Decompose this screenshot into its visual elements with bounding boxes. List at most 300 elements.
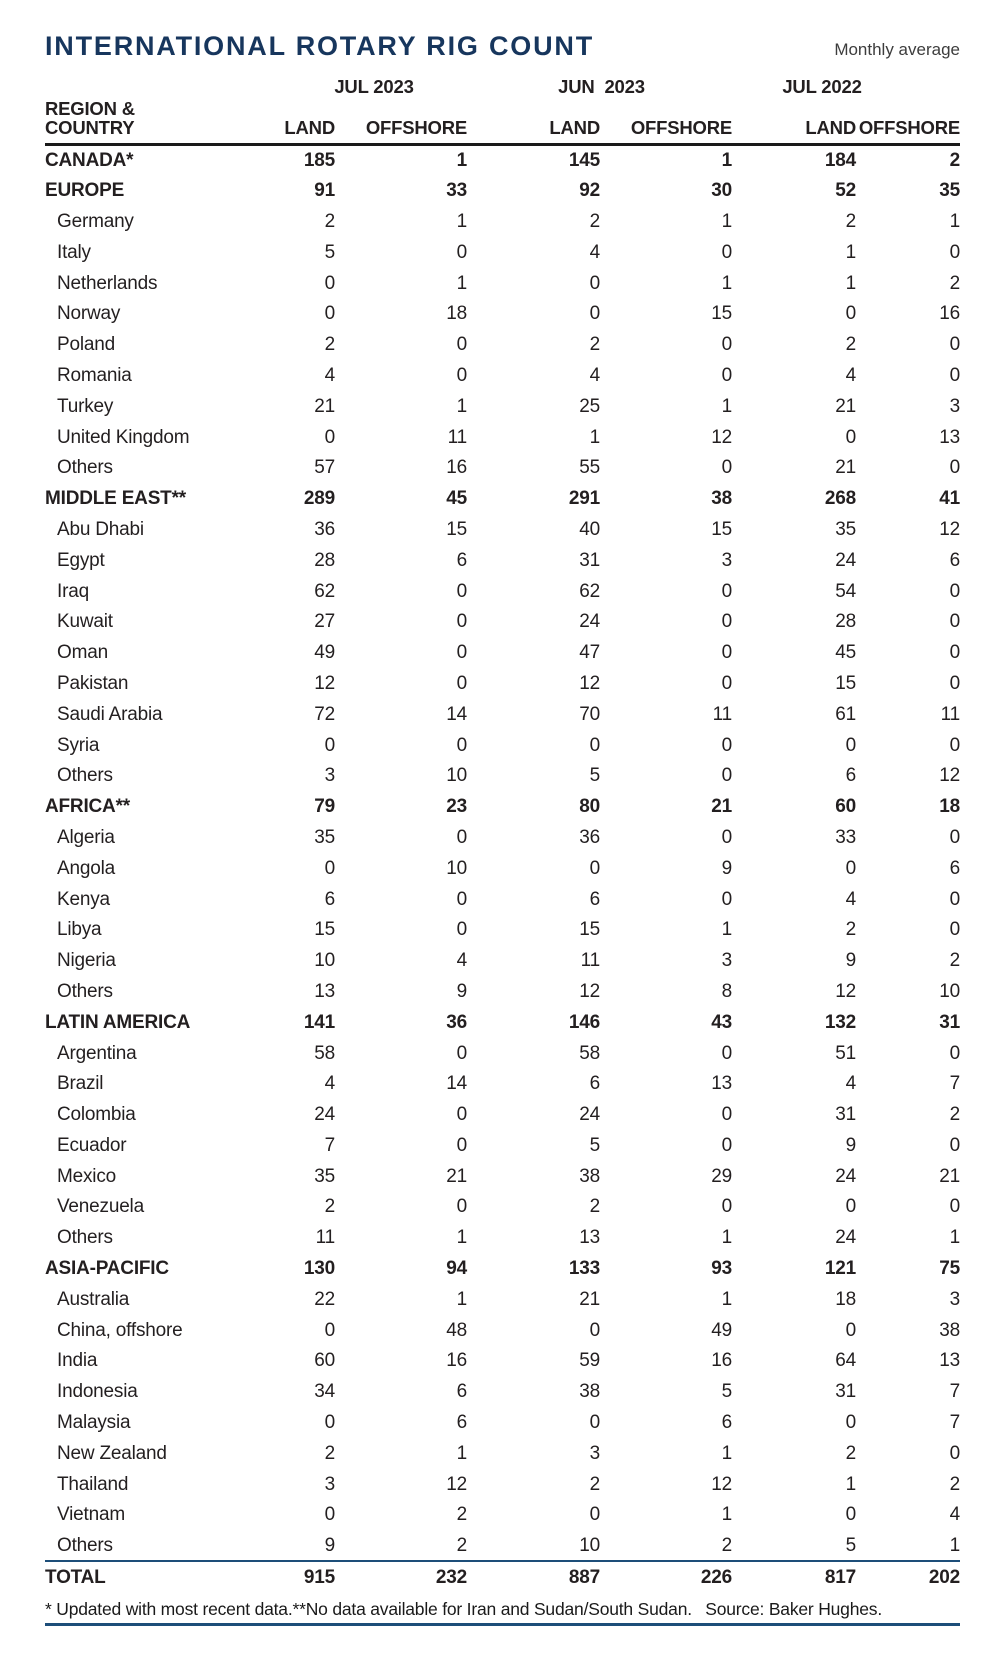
- value-cell: 21: [579, 1288, 600, 1310]
- value-cell: 0: [721, 364, 732, 386]
- value-cell: 145: [568, 150, 600, 172]
- value-cell: 11: [940, 703, 960, 725]
- region-cell: India: [57, 1350, 98, 1372]
- value-cell: 4: [949, 1504, 960, 1526]
- value-cell: 1: [721, 272, 732, 294]
- value-cell: 5: [324, 241, 335, 263]
- value-cell: 9: [721, 857, 732, 879]
- region-cell: ASIA-PACIFIC: [45, 1258, 169, 1280]
- value-cell: 3: [949, 395, 960, 417]
- value-cell: 2: [589, 1473, 600, 1495]
- value-cell: 0: [949, 888, 960, 910]
- value-cell: 62: [579, 580, 600, 602]
- region-cell: Egypt: [57, 549, 105, 571]
- region-cell: Angola: [57, 857, 115, 879]
- value-cell: 40: [579, 518, 600, 540]
- value-cell: 6: [456, 1381, 467, 1403]
- value-cell: 12: [446, 1473, 467, 1495]
- offshore-column-header-jul-2022: OFFSHORE: [856, 100, 960, 145]
- value-cell: 1: [721, 1442, 732, 1464]
- region-cell: Iraq: [57, 580, 89, 602]
- value-cell: 2: [324, 334, 335, 356]
- value-cell: 21: [711, 796, 732, 818]
- table-row: [45, 760, 960, 791]
- table-row: [45, 976, 960, 1007]
- value-cell: 1: [589, 426, 600, 448]
- value-cell: 38: [939, 1319, 960, 1341]
- table-row: [45, 1469, 960, 1500]
- value-cell: 2: [845, 1442, 856, 1464]
- value-cell: 38: [711, 488, 732, 510]
- value-cell: 1: [721, 1227, 732, 1249]
- table-row: [45, 1038, 960, 1069]
- value-cell: 4: [589, 241, 600, 263]
- region-cell: EUROPE: [45, 180, 125, 202]
- value-cell: 0: [949, 826, 960, 848]
- region-cell: Norway: [57, 303, 121, 325]
- value-cell: 75: [939, 1258, 960, 1280]
- value-cell: 45: [446, 488, 467, 510]
- value-cell: 1: [456, 395, 467, 417]
- value-cell: 27: [314, 611, 335, 633]
- table-row: [45, 1099, 960, 1130]
- value-cell: 18: [939, 796, 960, 818]
- table-row: [45, 268, 960, 299]
- table-row: [45, 452, 960, 483]
- column-group-jun-2023: JUN 2023: [558, 75, 645, 97]
- value-cell: 0: [949, 734, 960, 756]
- table-row: [45, 422, 960, 453]
- value-cell: 51: [835, 1042, 856, 1064]
- value-cell: 11: [580, 950, 600, 972]
- table-row: [45, 1530, 960, 1561]
- region-cell: Malaysia: [57, 1412, 131, 1434]
- value-cell: 2: [845, 919, 856, 941]
- value-cell: 1: [949, 210, 960, 232]
- value-cell: 3: [721, 950, 732, 972]
- table-row: [45, 545, 960, 576]
- value-cell: 57: [314, 457, 335, 479]
- value-cell: 0: [721, 1104, 732, 1126]
- value-cell: 3: [721, 549, 732, 571]
- table-row: [45, 637, 960, 668]
- region-cell: Syria: [57, 734, 100, 756]
- table-row: [45, 1222, 960, 1253]
- value-cell: 31: [835, 1381, 856, 1403]
- table-row: [45, 791, 960, 822]
- value-cell: 58: [314, 1042, 335, 1064]
- table-row: [45, 730, 960, 761]
- value-cell: 1: [721, 1504, 732, 1526]
- total-label: TOTAL: [45, 1561, 225, 1592]
- region-cell: CANADA*: [45, 150, 134, 172]
- value-cell: 2: [456, 1534, 467, 1556]
- table-row: [45, 884, 960, 915]
- region-cell: Oman: [57, 642, 108, 664]
- region-cell: Ecuador: [57, 1134, 127, 1156]
- value-cell: 16: [446, 457, 467, 479]
- value-cell: 0: [324, 426, 335, 448]
- value-cell: 15: [446, 518, 467, 540]
- value-cell: 15: [711, 518, 732, 540]
- value-cell: 1: [456, 1227, 467, 1249]
- value-cell: 291: [568, 488, 600, 510]
- table-row: [45, 945, 960, 976]
- value-cell: 0: [949, 919, 960, 941]
- value-cell: 21: [314, 395, 335, 417]
- value-cell: 1: [721, 395, 732, 417]
- value-cell: 6: [589, 888, 600, 910]
- value-cell: 0: [589, 1504, 600, 1526]
- value-cell: 61: [835, 703, 856, 725]
- value-cell: 15: [711, 303, 732, 325]
- value-cell: 1: [845, 1473, 856, 1495]
- value-cell: 0: [324, 1504, 335, 1526]
- value-cell: 80: [579, 796, 600, 818]
- value-cell: 0: [456, 919, 467, 941]
- value-cell: 1: [845, 241, 856, 263]
- value-cell: 2: [324, 210, 335, 232]
- value-cell: 132: [824, 1011, 856, 1033]
- value-cell: 6: [456, 549, 467, 571]
- table-row: [45, 298, 960, 329]
- month-header-spacer: [45, 70, 225, 100]
- value-cell: 0: [589, 1412, 600, 1434]
- value-cell: 18: [446, 303, 467, 325]
- value-cell: 2: [589, 1196, 600, 1218]
- value-cell: 5: [589, 765, 600, 787]
- value-cell: 94: [446, 1258, 467, 1280]
- value-cell: 12: [579, 672, 600, 694]
- value-cell: 12: [711, 426, 732, 448]
- value-cell: 8: [721, 980, 732, 1002]
- value-cell: 58: [579, 1042, 600, 1064]
- value-cell: 0: [324, 272, 335, 294]
- value-cell: 38: [579, 1165, 600, 1187]
- value-cell: 0: [456, 672, 467, 694]
- value-cell: 7: [949, 1381, 960, 1403]
- region-cell: Others: [57, 1227, 113, 1249]
- value-cell: 0: [721, 826, 732, 848]
- subtitle: Monthly average: [834, 40, 960, 59]
- value-cell: 21: [446, 1165, 467, 1187]
- value-cell: 268: [824, 488, 856, 510]
- value-cell: 60: [314, 1350, 335, 1372]
- value-cell: 0: [324, 1319, 335, 1341]
- value-cell: 31: [579, 549, 600, 571]
- value-cell: 31: [835, 1104, 856, 1126]
- region-cell: Algeria: [57, 826, 115, 848]
- value-cell: 2: [949, 1473, 960, 1495]
- value-cell: 62: [314, 580, 335, 602]
- value-cell: 3: [324, 765, 335, 787]
- value-cell: 0: [949, 241, 960, 263]
- region-cell: Vietnam: [57, 1504, 125, 1526]
- value-cell: 0: [845, 303, 856, 325]
- value-cell: 0: [721, 1042, 732, 1064]
- value-cell: 6: [589, 1073, 600, 1095]
- value-cell: 133: [568, 1258, 600, 1280]
- value-cell: 0: [324, 303, 335, 325]
- value-cell: 9: [845, 1134, 856, 1156]
- header: [45, 26, 960, 60]
- value-cell: 1: [949, 1534, 960, 1556]
- value-cell: 6: [949, 857, 960, 879]
- value-cell: 0: [589, 1319, 600, 1341]
- value-cell: 2: [845, 334, 856, 356]
- value-cell: 6: [845, 765, 856, 787]
- value-cell: 0: [949, 1042, 960, 1064]
- table-row: [45, 1130, 960, 1161]
- value-cell: 38: [579, 1381, 600, 1403]
- value-cell: 9: [456, 980, 467, 1002]
- value-cell: 12: [711, 1473, 732, 1495]
- value-cell: 0: [721, 672, 732, 694]
- value-cell: 0: [949, 364, 960, 386]
- value-cell: 13: [314, 980, 335, 1002]
- region-column-header: REGION & COUNTRY: [45, 100, 225, 145]
- table-row: [45, 1068, 960, 1099]
- value-cell: 0: [589, 857, 600, 879]
- value-cell: 29: [711, 1165, 732, 1187]
- value-cell: 36: [446, 1011, 467, 1033]
- table-row: [45, 576, 960, 607]
- footnote-text: * Updated with most recent data.**No data available for Iran and Sudan/South Sudan.: [45, 1599, 692, 1620]
- value-cell: 34: [314, 1381, 335, 1403]
- value-cell: 13: [939, 426, 960, 448]
- value-cell: 6: [324, 888, 335, 910]
- value-cell: 33: [446, 180, 467, 202]
- value-cell: 10: [579, 1534, 600, 1556]
- value-cell: 0: [456, 1042, 467, 1064]
- value-cell: 185: [303, 150, 335, 172]
- land-column-header-jul-2022: LAND: [732, 100, 856, 145]
- value-cell: 0: [845, 1319, 856, 1341]
- table-row: [45, 1376, 960, 1407]
- region-cell: Colombia: [57, 1104, 136, 1126]
- value-cell: 11: [315, 1227, 335, 1249]
- table-row: [45, 514, 960, 545]
- value-cell: 0: [589, 303, 600, 325]
- value-cell: 1: [456, 1288, 467, 1310]
- table-row: [45, 1438, 960, 1469]
- table-row: [45, 1192, 960, 1223]
- value-cell: 4: [589, 364, 600, 386]
- value-cell: 10: [446, 765, 467, 787]
- value-cell: 21: [835, 395, 856, 417]
- value-cell: 36: [579, 826, 600, 848]
- value-cell: 5: [845, 1534, 856, 1556]
- region-cell: Romania: [57, 364, 132, 386]
- value-cell: 0: [949, 642, 960, 664]
- value-cell: 0: [949, 1442, 960, 1464]
- table-row: [45, 391, 960, 422]
- land-column-header-jun-2023: LAND: [467, 100, 600, 145]
- value-cell: 1: [721, 150, 732, 172]
- value-cell: 15: [314, 919, 335, 941]
- table-row: [45, 483, 960, 514]
- value-cell: 12: [835, 980, 856, 1002]
- region-cell: Kuwait: [57, 611, 113, 633]
- value-cell: 289: [303, 488, 335, 510]
- value-cell: 12: [939, 765, 960, 787]
- value-cell: 4: [324, 364, 335, 386]
- value-cell: 1: [456, 150, 467, 172]
- value-cell: 5: [721, 1381, 732, 1403]
- value-cell: 0: [721, 1134, 732, 1156]
- value-cell: 146: [568, 1011, 600, 1033]
- total-value-cell: 226: [600, 1561, 732, 1592]
- value-cell: 2: [589, 334, 600, 356]
- value-cell: 16: [711, 1350, 732, 1372]
- region-cell: Australia: [57, 1288, 130, 1310]
- value-cell: 0: [456, 1104, 467, 1126]
- value-cell: 9: [845, 950, 856, 972]
- value-cell: 4: [845, 364, 856, 386]
- value-cell: 47: [579, 642, 600, 664]
- region-cell: Germany: [57, 210, 134, 232]
- value-cell: 3: [949, 1288, 960, 1310]
- footnote: [45, 1599, 960, 1620]
- value-cell: 0: [721, 1196, 732, 1218]
- value-cell: 52: [835, 180, 856, 202]
- table-row: [45, 1315, 960, 1346]
- region-cell: Nigeria: [57, 950, 116, 972]
- table-row: [45, 1346, 960, 1377]
- region-cell: LATIN AMERICA: [45, 1011, 191, 1033]
- value-cell: 0: [589, 734, 600, 756]
- region-cell: Poland: [57, 334, 115, 356]
- value-cell: 49: [711, 1319, 732, 1341]
- value-cell: 59: [579, 1350, 600, 1372]
- sub-header-row: [45, 100, 960, 145]
- value-cell: 2: [721, 1534, 732, 1556]
- value-cell: 35: [314, 826, 335, 848]
- value-cell: 22: [314, 1288, 335, 1310]
- value-cell: 6: [721, 1412, 732, 1434]
- value-cell: 0: [456, 734, 467, 756]
- table-row: [45, 206, 960, 237]
- region-cell: MIDDLE EAST**: [45, 488, 186, 510]
- value-cell: 31: [939, 1011, 960, 1033]
- value-cell: 1: [456, 210, 467, 232]
- value-cell: 0: [456, 580, 467, 602]
- table-row: [45, 853, 960, 884]
- value-cell: 2: [845, 210, 856, 232]
- rig-count-table: [45, 70, 960, 1592]
- region-cell: Kenya: [57, 888, 110, 910]
- region-cell: Others: [57, 1534, 113, 1556]
- value-cell: 15: [835, 672, 856, 694]
- value-cell: 43: [711, 1011, 732, 1033]
- value-cell: 16: [939, 303, 960, 325]
- value-cell: 12: [314, 672, 335, 694]
- value-cell: 79: [314, 796, 335, 818]
- value-cell: 121: [824, 1258, 856, 1280]
- value-cell: 0: [456, 1134, 467, 1156]
- value-cell: 6: [949, 549, 960, 571]
- value-cell: 0: [721, 734, 732, 756]
- value-cell: 21: [835, 457, 856, 479]
- table-row: [45, 1500, 960, 1531]
- value-cell: 2: [949, 272, 960, 294]
- region-cell: Italy: [57, 241, 91, 263]
- table-row: [45, 822, 960, 853]
- region-cell: Argentina: [57, 1042, 137, 1064]
- source-text: Source: Baker Hughes.: [705, 1599, 882, 1620]
- region-cell: Libya: [57, 919, 102, 941]
- value-cell: 0: [324, 734, 335, 756]
- value-cell: 0: [456, 1196, 467, 1218]
- table-row: [45, 1407, 960, 1438]
- column-group-jul-2023: JUL 2023: [334, 75, 414, 97]
- value-cell: 1: [721, 1288, 732, 1310]
- value-cell: 1: [721, 919, 732, 941]
- value-cell: 0: [949, 580, 960, 602]
- region-cell: United Kingdom: [57, 426, 190, 448]
- region-cell: New Zealand: [57, 1442, 167, 1464]
- value-cell: 49: [314, 642, 335, 664]
- value-cell: 15: [579, 919, 600, 941]
- value-cell: 0: [721, 765, 732, 787]
- value-cell: 30: [711, 180, 732, 202]
- table-row: [45, 360, 960, 391]
- value-cell: 0: [324, 1412, 335, 1434]
- value-cell: 0: [721, 888, 732, 910]
- value-cell: 54: [835, 580, 856, 602]
- value-cell: 0: [456, 642, 467, 664]
- value-cell: 2: [949, 150, 960, 172]
- value-cell: 91: [314, 180, 335, 202]
- value-cell: 0: [845, 1504, 856, 1526]
- value-cell: 0: [845, 426, 856, 448]
- value-cell: 60: [835, 796, 856, 818]
- value-cell: 0: [845, 734, 856, 756]
- column-group-jul-2022: JUL 2022: [782, 75, 862, 97]
- table-row: [45, 1007, 960, 1038]
- value-cell: 0: [721, 580, 732, 602]
- value-cell: 0: [721, 241, 732, 263]
- value-cell: 0: [456, 364, 467, 386]
- value-cell: 0: [949, 1134, 960, 1156]
- region-cell: China, offshore: [57, 1319, 183, 1341]
- table-row: [45, 1284, 960, 1315]
- month-header-row: [45, 70, 960, 100]
- land-column-header-jul-2023: LAND: [225, 100, 335, 145]
- value-cell: 93: [711, 1258, 732, 1280]
- value-cell: 24: [835, 1227, 856, 1249]
- value-cell: 0: [845, 1196, 856, 1218]
- region-cell: Pakistan: [57, 672, 129, 694]
- value-cell: 0: [721, 334, 732, 356]
- table-row: [45, 145, 960, 176]
- value-cell: 4: [324, 1073, 335, 1095]
- value-cell: 3: [324, 1473, 335, 1495]
- value-cell: 1: [456, 1442, 467, 1464]
- value-cell: 4: [845, 1073, 856, 1095]
- table-row: [45, 1161, 960, 1192]
- value-cell: 55: [579, 457, 600, 479]
- value-cell: 24: [314, 1104, 335, 1126]
- table-row: [45, 606, 960, 637]
- value-cell: 48: [446, 1319, 467, 1341]
- value-cell: 16: [446, 1350, 467, 1372]
- value-cell: 21: [939, 1165, 960, 1187]
- table-row: [45, 329, 960, 360]
- value-cell: 0: [456, 611, 467, 633]
- value-cell: 13: [579, 1227, 600, 1249]
- page-title: INTERNATIONAL ROTARY RIG COUNT: [45, 31, 594, 61]
